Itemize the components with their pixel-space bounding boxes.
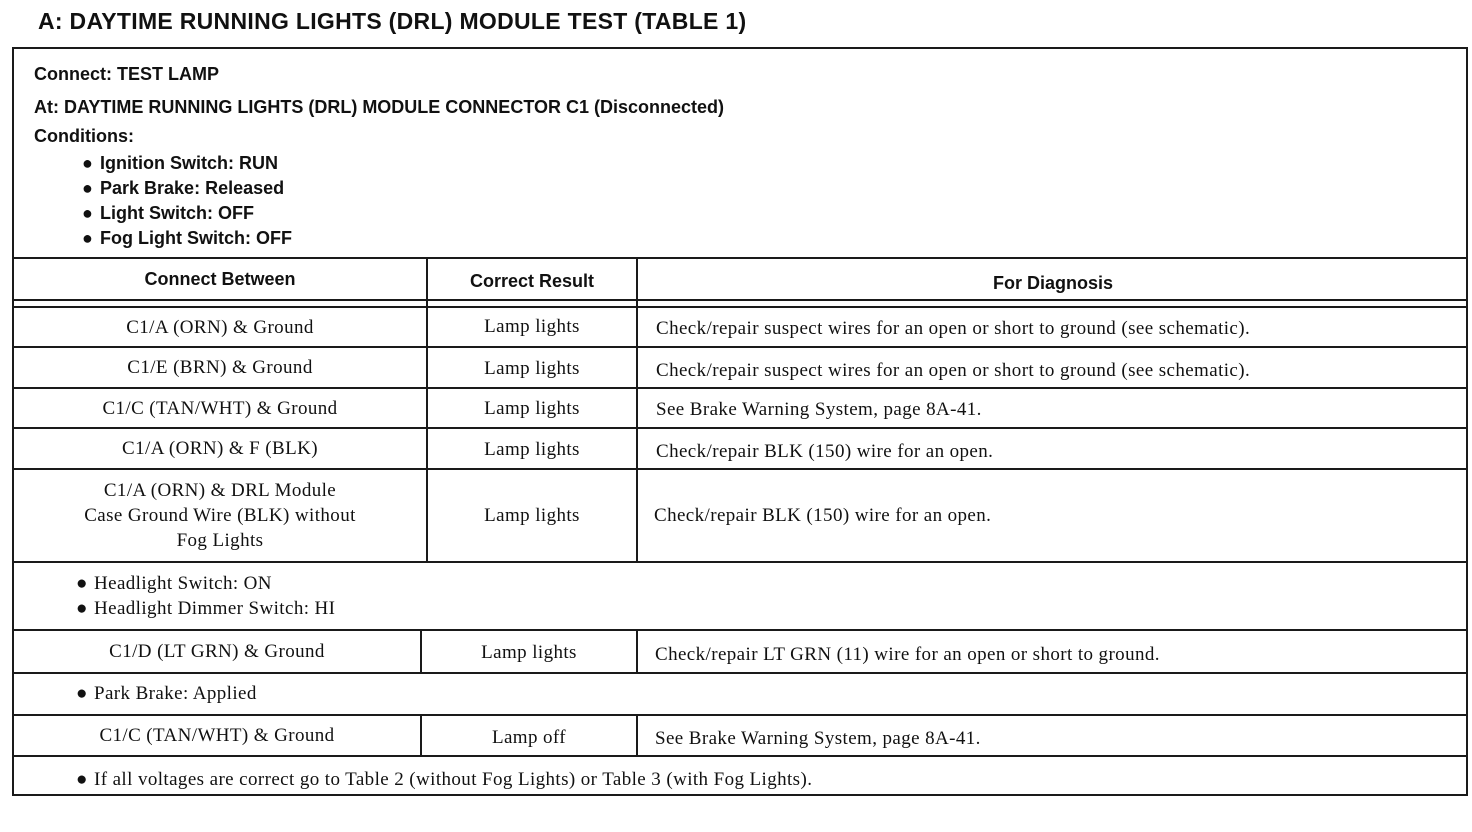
connect-between-cell: C1/C (TAN/WHT) & Ground xyxy=(99,725,335,746)
result-cell: Lamp lights xyxy=(484,504,580,526)
column-header-correct-result: Correct Result xyxy=(469,271,595,291)
bullet-icon: ● xyxy=(76,683,88,704)
bullet-icon: ● xyxy=(82,228,93,248)
bullet-icon: ● xyxy=(76,573,88,594)
condition-item: ● Fog Light Switch: OFF xyxy=(82,228,292,248)
page-title: A: DAYTIME RUNNING LIGHTS (DRL) MODULE TEST (TABLE 1) xyxy=(38,8,747,34)
connect-between-cell: C1/A (ORN) & Ground xyxy=(126,316,314,338)
condition-item: ● Light Switch: OFF xyxy=(82,203,254,223)
result-cell: Lamp lights xyxy=(484,357,580,379)
result-cell: Lamp lights xyxy=(484,316,580,337)
column-header-for-diagnosis: For Diagnosis xyxy=(992,273,1113,293)
at-line: At: DAYTIME RUNNING LIGHTS (DRL) MODULE CONNECTOR C1 (Disconnected) xyxy=(34,97,725,117)
diagnosis-cell: See Brake Warning System, page 8A-41. xyxy=(656,399,982,420)
result-cell: Lamp lights xyxy=(484,438,580,460)
test-setup xyxy=(14,49,1466,259)
divider xyxy=(14,257,1466,259)
condition-item: ● Ignition Switch: RUN xyxy=(82,153,278,173)
conditions-label: Conditions: xyxy=(34,126,134,146)
bullet-icon: ● xyxy=(82,203,93,223)
diagnosis-cell: Check/repair BLK (150) wire for an open. xyxy=(656,440,994,462)
column-header-connect-between: Connect Between xyxy=(144,269,296,289)
connect-between-cell: C1/C (TAN/WHT) & Ground xyxy=(102,397,338,419)
diagnosis-cell: Check/repair BLK (150) wire for an open. xyxy=(654,504,992,526)
bullet-icon: ● xyxy=(76,598,88,619)
diagnosis-cell: Check/repair suspect wires for an open or short to ground (see schematic). xyxy=(656,318,1251,339)
test-table xyxy=(12,47,1468,796)
connect-between-cell: C1/A (ORN) & DRL Module Case Ground Wire (BLK) without Fog Lights xyxy=(84,480,356,551)
divider xyxy=(14,299,1466,301)
bullet-icon: ● xyxy=(82,178,93,198)
result-cell: Lamp lights xyxy=(481,641,577,663)
condition-note: ● Headlight Switch: ON xyxy=(76,573,272,594)
result-cell: Lamp off xyxy=(491,726,567,748)
bullet-icon: ● xyxy=(76,769,88,790)
diagnosis-cell: Check/repair LT GRN (11) wire for an open or short to ground. xyxy=(655,643,1160,665)
divider xyxy=(14,561,1466,563)
bullet-icon: ● xyxy=(82,153,93,173)
connect-line: Connect: TEST LAMP xyxy=(34,64,219,84)
result-cell: Lamp lights xyxy=(484,398,580,419)
condition-item: ● Park Brake: Released xyxy=(82,178,285,198)
connect-between-cell: C1/A (ORN) & F (BLK) xyxy=(122,438,318,459)
diagnosis-cell: See Brake Warning System, page 8A-41. xyxy=(655,727,981,749)
diagnosis-cell: Check/repair suspect wires for an open or short to ground (see schematic). xyxy=(656,359,1251,381)
footer-note: ● If all voltages are correct go to Table 2 (without Fog Lights) or Table 3 (with Fog Lights). xyxy=(76,769,813,790)
condition-note: ● Headlight Dimmer Switch: HI xyxy=(76,598,336,619)
connect-between-cell: C1/D (LT GRN) & Ground xyxy=(109,641,325,662)
condition-note: ● Park Brake: Applied xyxy=(76,683,257,704)
connect-between-cell: C1/E (BRN) & Ground xyxy=(127,357,313,378)
